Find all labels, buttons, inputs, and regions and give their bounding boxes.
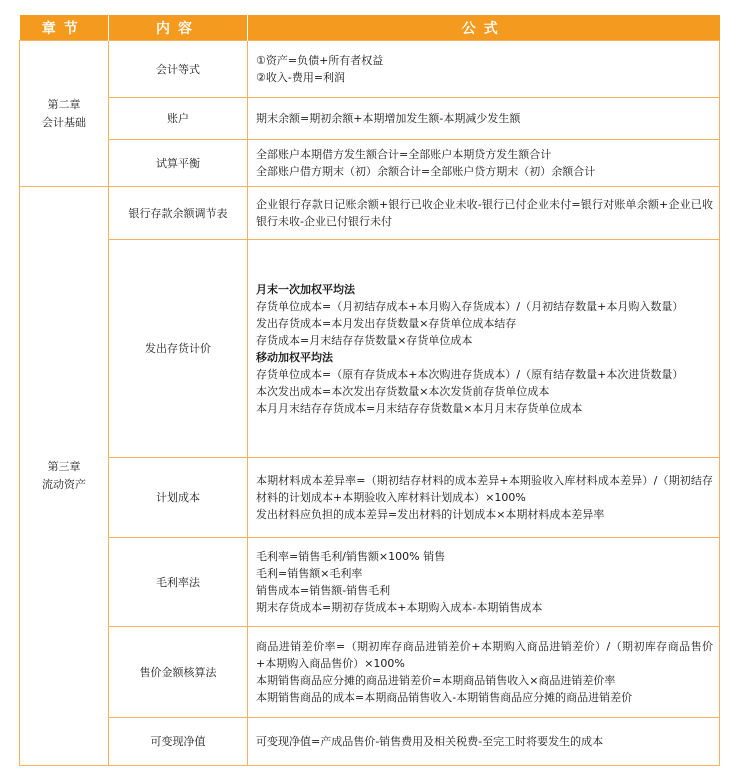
formula-line: 可变现净值=产成品售价-销售费用及相关税费-至完工时将要发生的成本 — [256, 735, 604, 748]
topic-cell: 毛利率法 — [109, 538, 248, 627]
formula-cell — [248, 98, 720, 140]
formula-cell — [248, 458, 720, 538]
table-row — [20, 458, 720, 538]
table-row — [20, 627, 720, 718]
header-chapter: 章节 — [20, 15, 109, 41]
table-row — [20, 187, 720, 240]
formula-line: 本期销售商品的成本=本期商品销售收入-本期销售商品应分摊的商品进销差价 — [256, 691, 633, 704]
topic-cell: 计划成本 — [109, 458, 248, 538]
method-heading: 移动加权平均法 — [256, 350, 333, 364]
formula-cell — [248, 140, 720, 187]
chapter-subtitle: 会计基础 — [42, 115, 86, 129]
formula-line: ①资产=负债+所有者权益 — [256, 54, 384, 67]
formula-line: 存货成本=月末结存存货数量×存货单位成本 — [256, 333, 473, 347]
formula-cell — [248, 187, 720, 240]
header-content: 内容 — [109, 15, 248, 41]
formula-line: 本期销售商品应分摊的商品进销差价=本期商品销售收入×商品进销差价率 — [256, 674, 616, 687]
header-formula: 公式 — [248, 15, 720, 41]
chapter-cell — [20, 41, 109, 187]
table-row — [20, 140, 720, 187]
method-heading: 月末一次加权平均法 — [256, 282, 355, 296]
topic-cell: 账户 — [109, 98, 248, 140]
formula-line: 本次发出成本=本次发出存货数量×本次发货前存货单位成本 — [256, 384, 550, 398]
formula-line: 全部账户借方期末（初）余额合计=全部账户贷方期末（初）余额合计 — [256, 165, 596, 178]
table-row — [20, 98, 720, 140]
formula-cell — [248, 538, 720, 627]
table-row — [20, 718, 720, 766]
formula-line: 期末存货成本=期初存货成本+本期购入成本-本期销售成本 — [256, 601, 543, 614]
topic-cell: 可变现净值 — [109, 718, 248, 766]
formula-line: 发出存货成本=本月发出存货数量×存货单位成本结存 — [256, 316, 517, 330]
formula-line: 发出材料应负担的成本差异=发出材料的计划成本×本期材料成本差异率 — [256, 508, 605, 521]
formula-line: 全部账户本期借方发生额合计=全部账户本期贷方发生额合计 — [256, 148, 552, 161]
formula-cell — [248, 41, 720, 98]
table-row — [20, 41, 720, 98]
formula-line: 存货单位成本=（原有存货成本+本次购进存货成本）/（原有结存数量+本次进货数量） — [256, 367, 684, 381]
chapter-title: 第二章 — [47, 97, 81, 111]
topic-cell: 发出存货计价 — [109, 240, 248, 458]
chapter-subtitle: 流动资产 — [42, 478, 86, 491]
formula-line: 本期材料成本差异率=（期初结存材料的成本差异+本期验收入库材料成本差异）/（期初结存材料的计划成本+本期验收入库材料计划成本）×100% — [256, 474, 713, 504]
formula-line: 存货单位成本=（月初结存成本+本月购入存货成本）/（月初结存数量+本月购入数量） — [256, 299, 684, 313]
formula-line: 商品进销差价率=（期初库存商品进销差价+本期购入商品进销差价）/（期初库存商品售价+本期购入商品售价）×100% — [256, 640, 713, 670]
formula-line: 企业银行存款日记账余额+银行已收企业未收-银行已付企业未付=银行对账单余额+企业已收银行未收-企业已付银行未付 — [256, 198, 713, 228]
formula-cell — [248, 718, 720, 766]
table-row — [20, 240, 720, 458]
formula-table — [19, 15, 720, 766]
topic-cell: 售价金额核算法 — [109, 627, 248, 718]
formula-line: 销售成本=销售额-销售毛利 — [256, 584, 391, 597]
chapter-cell — [20, 187, 109, 766]
formula-line: 本月月末结存存货成本=月末结存存货数量×本月月末存货单位成本 — [256, 401, 583, 415]
chapter-title: 第三章 — [47, 460, 81, 473]
formula-cell — [248, 627, 720, 718]
formula-line: ②收入-费用=利润 — [256, 71, 346, 84]
topic-cell: 银行存款余额调节表 — [109, 187, 248, 240]
header-row — [20, 15, 720, 41]
topic-cell: 会计等式 — [109, 41, 248, 98]
topic-cell: 试算平衡 — [109, 140, 248, 187]
table-row — [20, 538, 720, 627]
formula-line: 期末余额=期初余额+本期增加发生额-本期减少发生额 — [256, 112, 521, 125]
formula-line: 毛利率=销售毛利/销售额×100% 销售 — [256, 550, 446, 563]
formula-line: 毛利=销售额×毛利率 — [256, 567, 363, 580]
formula-cell — [248, 240, 720, 458]
